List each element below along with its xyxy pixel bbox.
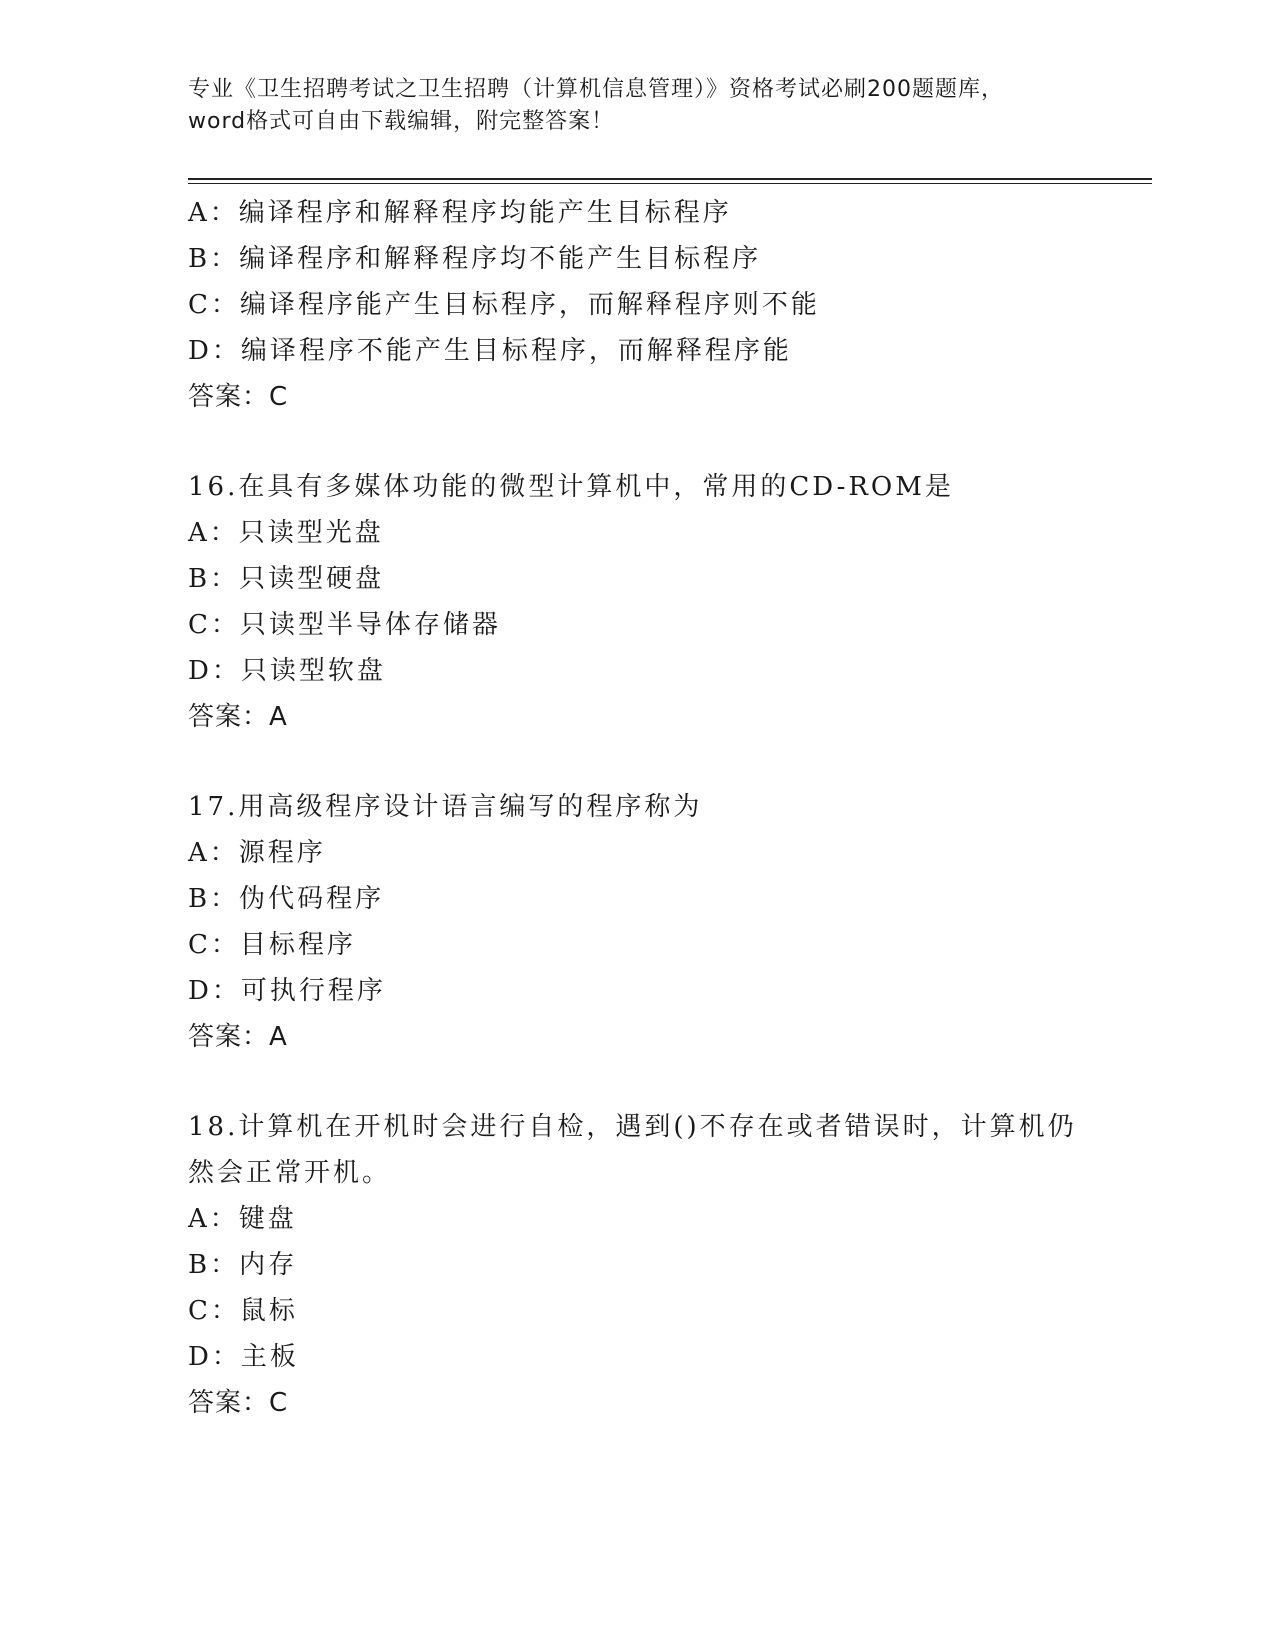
option-d: D：可执行程序 bbox=[188, 976, 386, 1006]
option-a: A：只读型光盘 bbox=[188, 518, 384, 548]
question-block-16 bbox=[188, 464, 1148, 740]
question-block-18 bbox=[188, 1104, 1148, 1426]
option-c: C：鼠标 bbox=[188, 1296, 298, 1326]
option-b: B：只读型硬盘 bbox=[188, 564, 385, 594]
answer: 答案：A bbox=[188, 1022, 288, 1052]
header-line-2: word格式可自由下载编辑，附完整答案！ bbox=[188, 109, 615, 134]
option-c: C：编译程序能产生目标程序，而解释程序则不能 bbox=[188, 290, 820, 320]
option-d: D：只读型软盘 bbox=[188, 656, 386, 686]
answer: 答案：C bbox=[188, 1388, 289, 1418]
question-block-17 bbox=[188, 784, 1148, 1060]
question-content bbox=[188, 190, 1148, 1426]
header-rule-thick bbox=[188, 178, 1152, 180]
option-b: B：内存 bbox=[188, 1250, 298, 1280]
header-rule-thin bbox=[188, 183, 1152, 184]
answer: 答案：A bbox=[188, 702, 288, 732]
question-block-15 bbox=[188, 190, 1148, 420]
question-text: 16.在具有多媒体功能的微型计算机中，常用的CD-ROM是 bbox=[188, 472, 954, 502]
option-b: B：编译程序和解释程序均不能产生目标程序 bbox=[188, 244, 762, 274]
option-a: A：编译程序和解释程序均能产生目标程序 bbox=[188, 198, 732, 228]
option-b: B：伪代码程序 bbox=[188, 884, 385, 914]
question-text-line-2: 然会正常开机。 bbox=[188, 1158, 392, 1188]
option-d: D：编译程序不能产生目标程序，而解释程序能 bbox=[188, 336, 792, 366]
question-text-line-1: 18.计算机在开机时会进行自检，遇到()不存在或者错误时，计算机仍 bbox=[188, 1112, 1077, 1142]
option-a: A：键盘 bbox=[188, 1204, 297, 1234]
header-line-1: 专业《卫生招聘考试之卫生招聘（计算机信息管理）》资格考试必刷200题题库， bbox=[188, 77, 1004, 102]
document-header bbox=[188, 74, 1088, 138]
option-c: C：只读型半导体存储器 bbox=[188, 610, 501, 640]
option-a: A：源程序 bbox=[188, 838, 326, 868]
question-text: 17.用高级程序设计语言编写的程序称为 bbox=[188, 792, 703, 822]
option-d: D：主板 bbox=[188, 1342, 299, 1372]
option-c: C：目标程序 bbox=[188, 930, 356, 960]
answer: 答案：C bbox=[188, 382, 289, 412]
